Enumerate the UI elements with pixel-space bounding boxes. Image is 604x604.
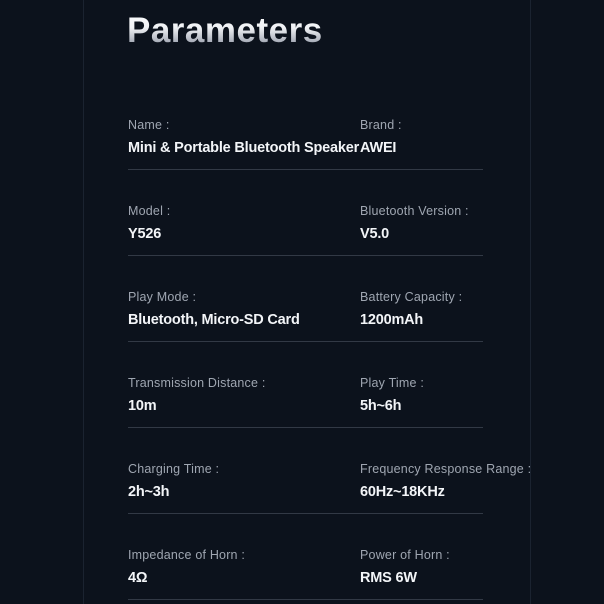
parameter-row-impedance-power [128,540,483,604]
param-value: 4Ω [128,570,148,586]
param-value: V5.0 [360,226,390,242]
param-name [128,117,359,158]
param-value: Bluetooth, Micro-SD Card [128,312,300,328]
param-label: Impedance of Horn : [128,548,246,562]
param-impedance [128,547,245,588]
left-seam-divider [83,0,84,604]
param-label: Charging Time : [128,462,220,476]
param-value: Mini & Portable Bluetooth Speaker [128,140,360,156]
param-value: RMS 6W [360,570,417,586]
param-transmission-distance [128,375,266,416]
param-frequency-response [360,461,531,502]
param-label: Brand : [360,118,402,132]
param-label: Bluetooth Version : [360,204,469,218]
param-brand [360,117,402,158]
parameter-row-distance-playtime [128,368,483,454]
param-value: 60Hz~18KHz [360,484,445,500]
param-bluetooth-version [360,203,469,244]
param-label: Transmission Distance : [128,376,266,390]
parameter-row-name-brand [128,110,483,196]
param-horn-power [360,547,450,588]
param-play-time [360,375,424,416]
param-charging-time [128,461,219,502]
param-value: 10m [128,398,157,414]
parameter-row-model-bt [128,196,483,282]
param-model [128,203,170,244]
param-value: 2h~3h [128,484,170,500]
param-label: Play Time : [360,376,425,390]
param-label: Battery Capacity : [360,290,463,304]
page-title: Parameters [127,11,323,50]
param-label: Frequency Response Range : [360,462,532,476]
param-value: 1200mAh [360,312,424,328]
right-seam-divider [530,0,531,604]
param-value: AWEI [360,140,397,156]
param-label: Power of Horn : [360,548,450,562]
param-battery-capacity [360,289,462,330]
parameter-row-charging-frequency [128,454,532,540]
param-label: Play Mode : [128,290,197,304]
parameters-table [128,110,532,604]
param-value: Y526 [128,226,162,242]
param-value: 5h~6h [360,398,402,414]
param-label: Name : [128,118,170,132]
param-label: Model : [128,204,171,218]
parameter-row-playmode-battery [128,282,483,368]
param-play-mode [128,289,300,330]
